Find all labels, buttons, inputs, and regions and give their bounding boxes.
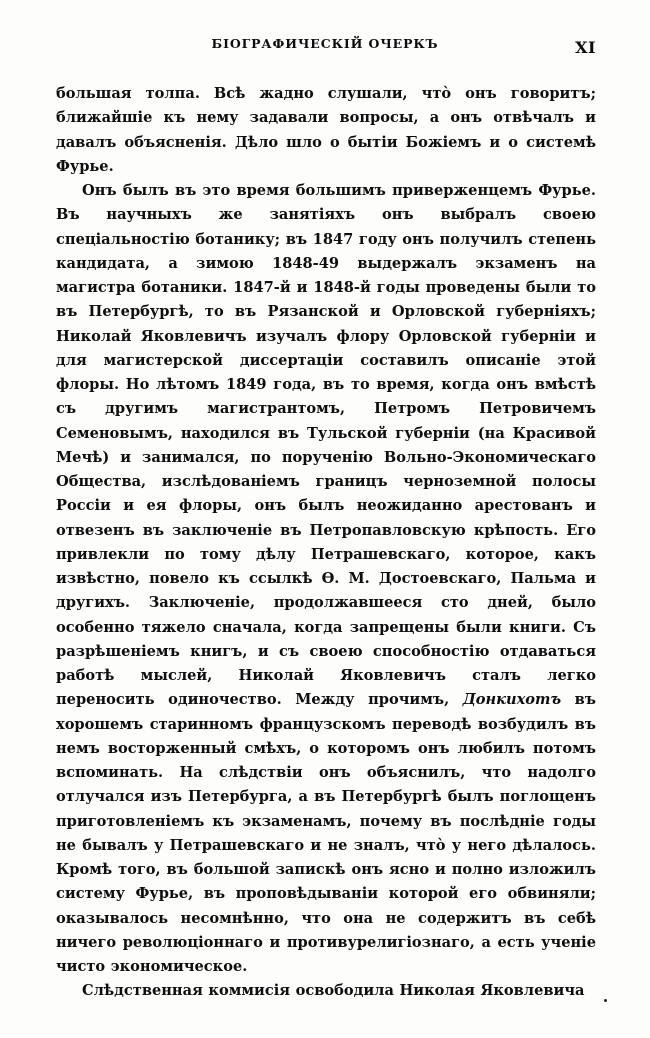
text-block: [56, 82, 596, 1004]
page-speck: [604, 999, 607, 1002]
paragraph: Слѣдственная коммисія освободила Николая Яковлевича: [82, 982, 585, 1000]
running-head: БІОГРАФИЧЕСКІЙ ОЧЕРКЪ: [211, 36, 439, 51]
paragraph: Онъ былъ въ это время большимъ приверженцемъ Фурье. Въ научныхъ же занятіяхъ онъ выбралъ своею спеціальностію ботанику; въ 1847 году онъ получилъ степень кандидата, а зимою 1848-49 выдержалъ экзаменъ на магистра ботаники. 1847-й и 1848-й годы проведены были то въ Петербургѣ, то въ Рязанской и Орловской губерніяхъ; Николай Яковлевичъ изучалъ флору Орловской губерніи и для магистерской диссертаціи составилъ описаніе этой флоры. Но лѣтомъ 1849 года, въ то время, когда онъ вмѣстѣ съ другимъ магистрантомъ, Петромъ Петровичемъ Семеновымъ, находился въ Тульской губерніи (на Красивой Мечѣ) и занимался, по порученію Вольно-Экономическаго Общества, изслѣдованіемъ границъ черноземной полосы Россіи и ея флоры, онъ былъ неожиданно арестованъ и отвезенъ въ заключеніе въ Петропавловскую крѣпость. Его привлекли по тому дѣлу Петрашевскаго, которое, какъ извѣстно, повело къ ссылкѣ Ѳ. М. Достоевскаго, Пальма и другихъ. Заключеніе, продолжавшееся сто дней, было особенно тяжело сначала, когда запрещены были книги. Съ разрѣшеніемъ книгъ, и съ своею способностію отдаваться работѣ мыслей, Николай Яковлевичъ сталъ легко переносить одиночество. Между прочимъ, Донкихотъ въ хорошемъ старинномъ французскомъ переводѣ возбудилъ въ немъ восторженный смѣхъ, о которомъ онъ любилъ потомъ вспоминать. На слѣдствіи онъ объяснилъ, что надолго отлучался изъ Петербурга, а въ Петербургѣ былъ поглощенъ приготовленіемъ къ экзаменамъ, почему въ послѣдніе годы не бывалъ у Петрашевскаго и не зналъ, чтò у него дѣлалось. Кромѣ того, въ большой запискѣ онъ ясно и полно изложилъ систему Фурье, въ проповѣдываніи которой его обвиняли; оказывалось несомнѣнно, что она не содержитъ въ себѣ ничего революціоннаго и противурелигіознаго, а есть ученіе чисто экономическое.: [56, 182, 596, 975]
page-number: XI: [575, 38, 596, 57]
paragraph: большая толпа. Всѣ жадно слушали, чтò онъ говоритъ; ближайшіе къ нему задавали вопросы, а онъ отвѣчалъ и давалъ объясненія. Дѣло шло о бытіи Божіемъ и о системѣ Фурье.: [56, 85, 596, 175]
